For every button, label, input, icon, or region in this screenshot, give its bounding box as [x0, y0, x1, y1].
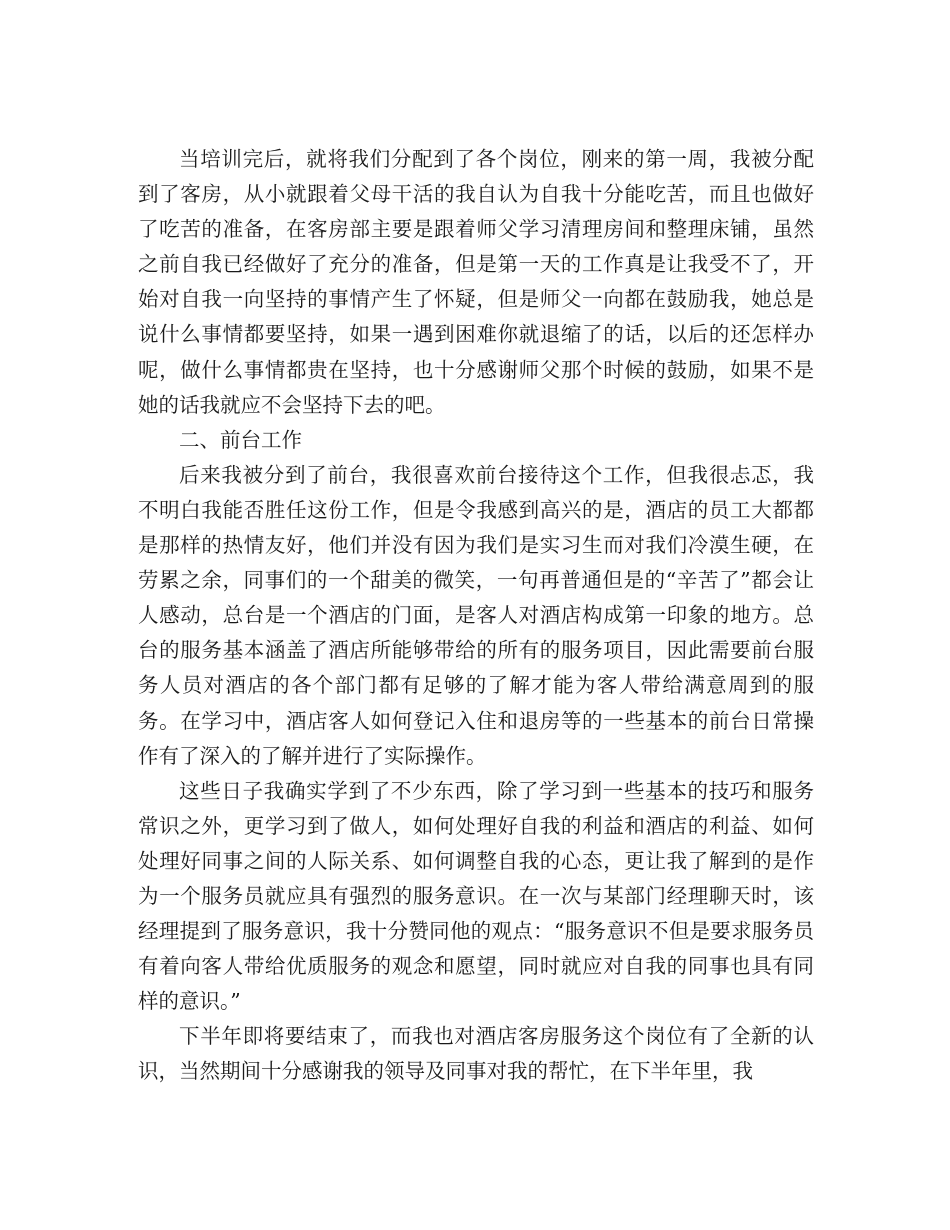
paragraph-lessons-learned: 这些日子我确实学到了不少东西，除了学习到一些基本的技巧和服务常识之外，更学习到了做人，如何处理好自我的利益和酒店的利益、如何处理好同事之间的人际关系、如何调整自我的心态，更让我了解到的是作为一个服务员就应具有强烈的服务意识。在一次与某部门经理聊天时，该经理提到了服务意识，我十分赞同他的观点：“服务意识不但是要求服务员有着向客人带给优质服务的观念和愿望，同时就应对自我的同事也具有同样的意识。” — [138, 778, 814, 1014]
paragraph-training-and-housekeeping: 当培训完后，就将我们分配到了各个岗位，刚来的第一周，我被分配到了客房，从小就跟着父母干活的我自认为自我十分能吃苦，而且也做好了吃苦的准备，在客房部主要是跟着师父学习清理房间和整理床铺，虽然之前自我已经做好了充分的准备，但是第一天的工作真是让我受不了，开始对自我一向坚持的事情产生了怀疑，但是师父一向都在鼓励我，她总是说什么事情都要坚持，如果一遇到困难你就退缩了的话，以后的还怎样办呢，做什么事情都贵在坚持，也十分感谢师父那个时候的鼓励，如果不是她的话我就应不会坚持下去的吧。 — [138, 147, 814, 417]
section-heading-front-desk: 二、前台工作 — [179, 427, 302, 452]
paragraph-front-desk: 后来我被分到了前台，我很喜欢前台接待这个工作，但我很忐忑，我不明白我能否胜任这份工作，但是令我感到高兴的是，酒店的员工大都都是那样的热情友好，他们并没有因为我们是实习生而对我们冷漠生硬，在劳累之余，同事们的一个甜美的微笑，一句再普通但是的“辛苦了”都会让人感动，总台是一个酒店的门面，是客人对酒店构成第一印象的地方。总台的服务基本涵盖了酒店所能够带给的所有的服务项目，因此需要前台服务人员对酒店的各个部门都有足够的了解才能为客人带给满意周到的服务。在学习中，酒店客人如何登记入住和退房等的一些基本的前台日常操作有了深入的了解并进行了实际操作。 — [138, 462, 814, 768]
document-body — [138, 142, 814, 1090]
paragraph-year-end: 下半年即将要结束了，而我也对酒店客房服务这个岗位有了全新的认识，当然期间十分感谢我的领导及同事对我的帮忙，在下半年里，我 — [138, 1024, 814, 1084]
